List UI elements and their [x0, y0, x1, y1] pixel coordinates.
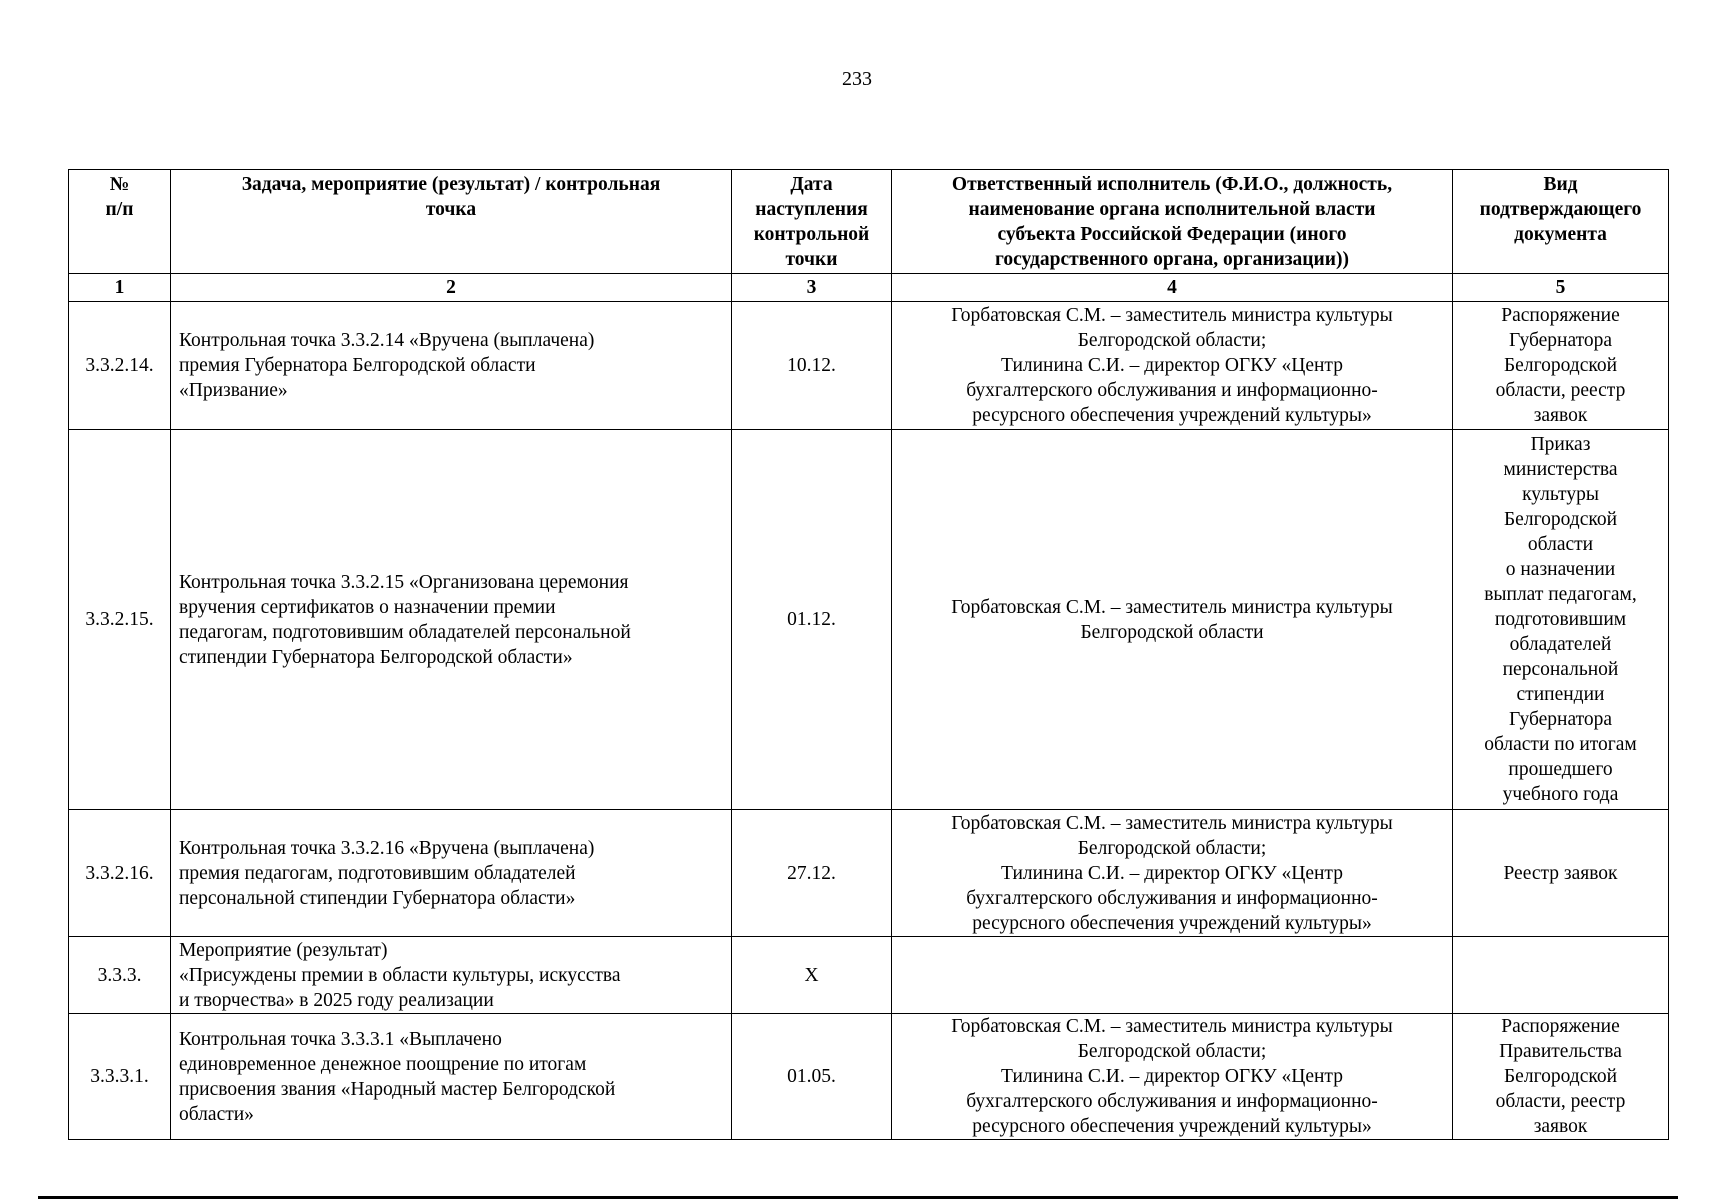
text-line: государственного органа, организации))	[994, 249, 1350, 270]
text-line: Правительства	[1499, 1041, 1622, 1062]
text-line: области по итогам	[1484, 734, 1637, 755]
document-cell	[1453, 810, 1669, 937]
responsible-cell	[892, 937, 1453, 1014]
text-line: Белгородской области;	[1077, 330, 1267, 351]
date-cell: 01.12.	[732, 430, 892, 810]
text-line: Губернатора	[1508, 709, 1613, 730]
text-line: премия педагогам, подготовившим обладателей	[179, 862, 576, 884]
text-line: области, реестр	[1495, 1091, 1626, 1112]
text-line: обладателей	[1509, 634, 1612, 655]
text-line: субъекта Российской Федерации (иного	[997, 224, 1347, 245]
column-number: 2	[171, 274, 732, 302]
date-cell: Х	[732, 937, 892, 1014]
table-body	[69, 302, 1669, 1140]
column-number: 1	[69, 274, 171, 302]
text-line: Дата	[790, 174, 833, 195]
header-date	[732, 170, 892, 274]
text-line: №	[109, 174, 130, 195]
column-number: 4	[892, 274, 1453, 302]
text-line: ресурсного обеспечения учреждений культуры»	[972, 1116, 1372, 1137]
text-line: области	[1527, 534, 1594, 555]
text-line: единовременное денежное поощрение по итогам	[179, 1053, 587, 1075]
text-line: министерства	[1503, 459, 1618, 480]
text-line: Тилинина С.И. – директор ОГКУ «Центр	[1001, 1066, 1343, 1087]
row-number: 3.3.2.14.	[69, 302, 171, 430]
page-number: 233	[842, 68, 872, 90]
text-line: ресурсного обеспечения учреждений культуры»	[972, 912, 1372, 934]
text-line: Белгородской области	[1080, 621, 1264, 643]
text-line: документа	[1514, 224, 1607, 245]
text-line: Контрольная точка 3.3.3.1 «Выплачено	[179, 1028, 502, 1050]
responsible-cell	[892, 302, 1453, 430]
text-line: Горбатовская С.М. – заместитель министра культуры	[951, 305, 1393, 326]
header-row	[69, 170, 1669, 274]
text-line: стипендии	[1516, 684, 1605, 705]
header-responsible	[892, 170, 1453, 274]
text-line: Распоряжение	[1501, 305, 1620, 326]
text-line: Контрольная точка 3.3.2.15 «Организована церемония	[179, 571, 629, 593]
text-line: Белгородской	[1503, 509, 1618, 530]
table-row	[69, 430, 1669, 810]
text-line: «Призвание»	[179, 380, 288, 401]
text-line: бухгалтерского обслуживания и информационно-	[966, 380, 1378, 401]
text-line: Горбатовская С.М. – заместитель министра культуры	[951, 812, 1393, 834]
text-line: ресурсного обеспечения учреждений культуры»	[972, 405, 1372, 426]
text-line: присвоения звания «Народный мастер Белгородской	[179, 1078, 616, 1100]
text-line: Белгородской	[1503, 355, 1618, 376]
control-points-table	[68, 169, 1669, 1140]
text-line: заявок	[1533, 1116, 1588, 1137]
text-line: наименование органа исполнительной власти	[968, 199, 1376, 220]
date-cell: 01.05.	[732, 1014, 892, 1140]
document-cell	[1453, 937, 1669, 1014]
text-line: Тилинина С.И. – директор ОГКУ «Центр	[1001, 862, 1343, 884]
bottom-rule	[38, 1196, 1678, 1199]
row-number: 3.3.3.	[69, 937, 171, 1014]
document-cell	[1453, 430, 1669, 810]
text-line: персональной	[1502, 659, 1619, 680]
date-cell: 27.12.	[732, 810, 892, 937]
text-line: Приказ	[1530, 434, 1591, 455]
document-cell	[1453, 302, 1669, 430]
text-line: Задача, мероприятие (результат) / контрольная	[241, 174, 661, 195]
table-row	[69, 937, 1669, 1014]
text-line: Мероприятие (результат)	[179, 939, 388, 961]
text-line: Вид	[1543, 174, 1578, 195]
text-line: области, реестр	[1495, 380, 1626, 401]
text-line: стипендии Губернатора Белгородской области»	[179, 646, 573, 668]
text-line: заявок	[1533, 405, 1588, 426]
date-cell: 10.12.	[732, 302, 892, 430]
task-cell	[171, 810, 732, 937]
task-cell	[171, 430, 732, 810]
text-line: Белгородской	[1503, 1066, 1618, 1087]
table-row	[69, 1014, 1669, 1140]
text-line: Горбатовская С.М. – заместитель министра культуры	[951, 1016, 1393, 1037]
document-cell	[1453, 1014, 1669, 1140]
task-cell	[171, 937, 732, 1014]
text-line: «Присуждены премии в области культуры, искусства	[179, 964, 621, 986]
header-document	[1453, 170, 1669, 274]
task-cell	[171, 1014, 732, 1140]
text-line: Губернатора	[1508, 330, 1613, 351]
text-line: контрольной	[753, 224, 870, 245]
text-line: бухгалтерского обслуживания и информационно-	[966, 1091, 1378, 1112]
text-line: подтверждающего	[1479, 199, 1642, 220]
text-line: прошедшего	[1508, 759, 1613, 780]
task-cell	[171, 302, 732, 430]
column-number: 5	[1453, 274, 1669, 302]
text-line: Белгородской области;	[1077, 837, 1267, 859]
text-line: бухгалтерского обслуживания и информационно-	[966, 887, 1378, 909]
column-number: 3	[732, 274, 892, 302]
column-number-row	[69, 274, 1669, 302]
text-line: о назначении	[1505, 559, 1616, 580]
text-line: Реестр заявок	[1503, 862, 1618, 884]
text-line: Горбатовская С.М. – заместитель министра культуры	[951, 596, 1393, 618]
text-line: Распоряжение	[1501, 1016, 1620, 1037]
text-line: Ответственный исполнитель (Ф.И.О., должность,	[951, 174, 1393, 195]
row-number: 3.3.2.16.	[69, 810, 171, 937]
text-line: Контрольная точка 3.3.2.14 «Вручена (выплачена)	[179, 330, 595, 351]
header-number	[69, 170, 171, 274]
text-line: области»	[179, 1103, 254, 1125]
responsible-cell	[892, 810, 1453, 937]
text-line: подготовившим	[1494, 609, 1627, 630]
responsible-cell	[892, 430, 1453, 810]
text-line: педагогам, подготовившим обладателей персональной	[179, 621, 631, 643]
responsible-cell	[892, 1014, 1453, 1140]
text-line: п/п	[105, 199, 134, 220]
text-line: культуры	[1522, 484, 1599, 505]
row-number: 3.3.2.15.	[69, 430, 171, 810]
text-line: и творчества» в 2025 году реализации	[179, 989, 494, 1011]
table-row	[69, 810, 1669, 937]
text-line: вручения сертификатов о назначении премии	[179, 596, 556, 618]
text-line: премия Губернатора Белгородской области	[179, 355, 536, 376]
text-line: точка	[425, 199, 477, 220]
text-line: наступления	[755, 199, 868, 220]
text-line: точки	[785, 249, 838, 270]
text-line: персональной стипендии Губернатора области»	[179, 887, 576, 909]
text-line: Контрольная точка 3.3.2.16 «Вручена (выплачена)	[179, 837, 595, 859]
text-line: учебного года	[1502, 784, 1619, 805]
header-task	[171, 170, 732, 274]
text-line: выплат педагогам,	[1484, 584, 1637, 605]
text-line: Белгородской области;	[1077, 1041, 1267, 1062]
row-number: 3.3.3.1.	[69, 1014, 171, 1140]
text-line: Тилинина С.И. – директор ОГКУ «Центр	[1001, 355, 1343, 376]
table-row	[69, 302, 1669, 430]
